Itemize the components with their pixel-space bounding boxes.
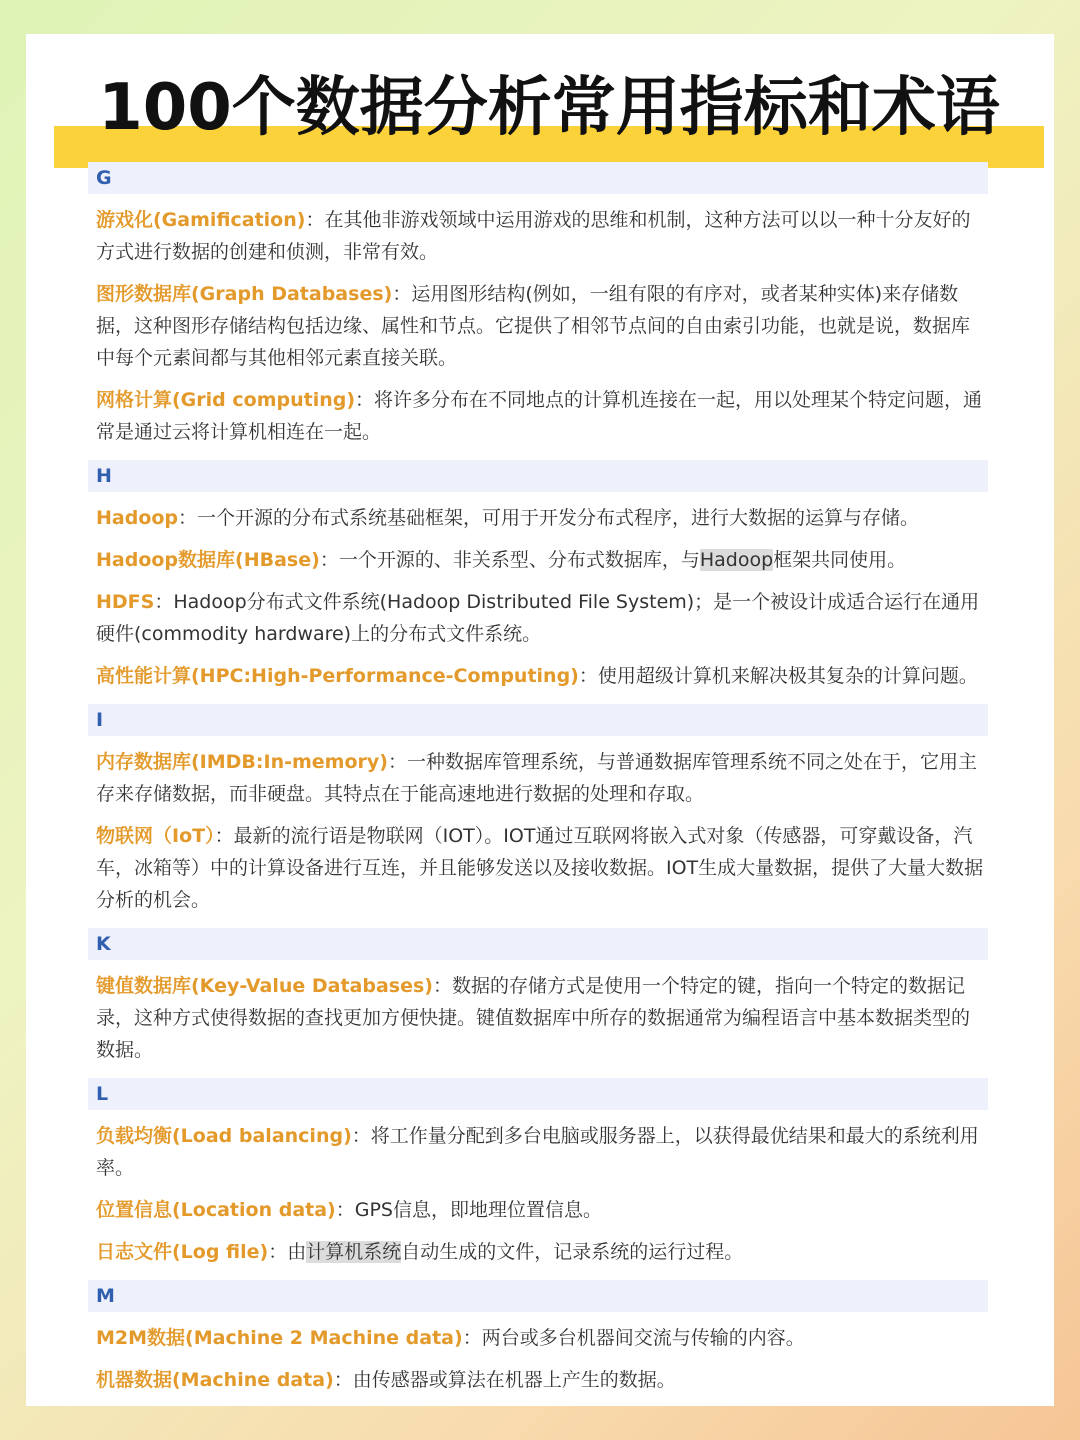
highlighted-text: 计算机系统 [306,1241,402,1263]
entry-description: ：Hadoop分布式文件系统(Hadoop Distributed File System)；是一个被设计成适合运行在通用硬件(commodity hardware)上的分布式文件系统。 [96,591,980,645]
glossary-content [88,162,988,1406]
entry-term: 高性能计算(HPC:High-Performance-Computing) [96,665,579,687]
entry-term: 键值数据库(Key-Value Databases) [96,975,433,997]
entry-term: 机器数据(Machine data) [96,1369,334,1391]
entry-description: ：一种数据库管理系统，与普通数据库管理系统不同之处在于，它用主存来存储数据，而非硬盘。其特点在于能高速地进行数据的处理和存取。 [96,751,977,805]
entry-term: 内存数据库(IMDB:In-memory) [96,751,388,773]
entry-term: 日志文件(Log file) [96,1241,269,1263]
entry-description: ：由传感器或算法在机器上产生的数据。 [333,1369,676,1391]
glossary-entry [96,586,988,650]
section-header-g: G [88,162,988,194]
page-title: 100个数据分析常用指标和术语 [98,71,1000,145]
entry-term: 物联网（IoT） [96,825,215,847]
glossary-entry [96,204,988,268]
entry-description: ：一个开源的、非关系型、分布式数据库，与 [319,549,700,571]
entry-description: ：一个开源的分布式系统基础框架，可用于开发分布式程序，进行大数据的运算与存储。 [178,507,920,529]
entry-description: ：由 [268,1241,307,1263]
entry-term: HDFS [96,591,155,613]
glossary-entry [96,384,988,448]
entry-description: ：运用图形结构(例如，一组有限的有序对，或者某种实体)来存储数据，这种图形存储结构包括边缘、属性和节点。它提供了相邻节点间的自由索引功能，也就是说，数据库中每个元素间都与其他相邻元素直接关联。 [96,283,971,369]
entry-term: Hadoop [96,507,179,529]
content-card [26,34,1054,1406]
entry-description: ：数据的存储方式是使用一个特定的键，指向一个特定的数据记录，这种方式使得数据的查找更加方便快捷。键值数据库中所存的数据通常为编程语言中基本数据类型的数据。 [96,975,971,1061]
glossary-entry [96,1194,988,1226]
entry-description: ：最新的流行语是物联网（IOT）。IOT通过互联网将嵌入式对象（传感器，可穿戴设备，汽车，冰箱等）中的计算设备进行互连，并且能够发送以及接收数据。IOT生成大量数据，提供了大量大数据分析的机会。 [96,825,984,911]
section-header-m: M [88,1280,988,1312]
title-banner [54,62,1044,160]
entry-term: M2M数据(Machine 2 Machine data) [96,1327,463,1349]
section-header-l: L [88,1078,988,1110]
glossary-entry [96,1322,988,1354]
glossary-entry [96,746,988,810]
glossary-entry [96,502,988,534]
section-header-h: H [88,460,988,492]
entry-description: ：将工作量分配到多台电脑或服务器上，以获得最优结果和最大的系统利用率。 [96,1125,979,1179]
entry-term: 图形数据库(Graph Databases) [96,283,393,305]
entry-description: ：将许多分布在不同地点的计算机连接在一起，用以处理某个特定问题，通常是通过云将计算机相连在一起。 [96,389,983,443]
highlighted-text: Hadoop [699,549,774,571]
entry-description-end: 自动生成的文件，记录系统的运行过程。 [401,1241,744,1263]
entry-description: ：使用超级计算机来解决极其复杂的计算问题。 [578,665,978,687]
glossary-entry [96,970,988,1066]
section-header-i: I [88,704,988,736]
glossary-entry [96,544,988,576]
glossary-entry [96,820,988,916]
entry-description-end: 框架共同使用。 [773,549,907,571]
entry-term: 游戏化(Gamification) [96,209,306,231]
section-header-k: K [88,928,988,960]
glossary-entry [96,1236,988,1268]
glossary-entry [96,278,988,374]
entry-term: 网格计算(Grid computing) [96,389,356,411]
entry-term: Hadoop数据库(HBase) [96,549,320,571]
glossary-entry [96,1120,988,1184]
entry-description: ：GPS信息，即地理位置信息。 [335,1199,602,1221]
entry-description: ：两台或多台机器间交流与传输的内容。 [462,1327,805,1349]
glossary-entry [96,1364,988,1396]
glossary-entry [96,660,988,692]
entry-description: ：在其他非游戏领域中运用游戏的思维和机制，这种方法可以以一种十分友好的方式进行数据的创建和侦测，非常有效。 [96,209,971,263]
entry-term: 位置信息(Location data) [96,1199,336,1221]
entry-term: 负载均衡(Load balancing) [96,1125,352,1147]
